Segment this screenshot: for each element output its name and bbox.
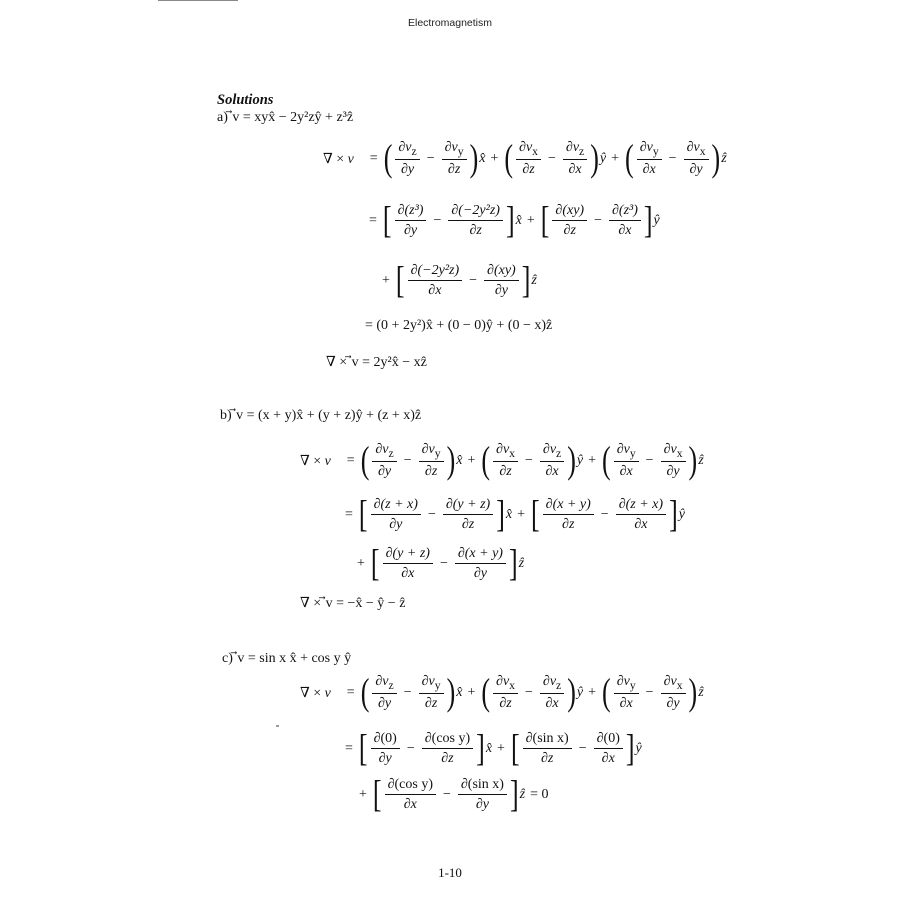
a-frac-5: $\frac{\text{∂(−2y²z)}}{\partial x}$ xyxy=(408,263,463,299)
a-frac-6: $\frac{\partial(xy)}{\partial y}$ xyxy=(484,263,519,299)
b-frac-6: $\frac{\partial(x + y)}{\partial y}$ xyxy=(455,546,506,582)
b-frac-5: $\frac{\partial(y + z)}{\partial x}$ xyxy=(383,546,433,582)
b-frac-2: $\frac{\partial(y + z)}{\partial z}$ xyxy=(443,497,493,533)
b-curl-definition: ∇ × v⃗ = ( $\frac{\partial v_z}{\partial y}$ − $\frac{\partial v_y}{\partial z}$ ) x̂ + ( $\frac{\partial v_x}{\partial z}$ − $\frac{\partial v_z}{\partial x}$ ) ŷ + ( $\frac{\partial v_y}{\partial x}$ − $\frac{\partial v_x}{\partial y}$ ) ẑ xyxy=(300,439,704,482)
c-frac-1: $\frac{\partial(0)}{\partial y}$ xyxy=(371,731,400,767)
header-rule xyxy=(158,0,238,1)
dvy-dx: $\frac{\partial v_y}{\partial x}$ xyxy=(637,140,662,178)
c-frac-2: $\frac{\text{∂(cos y)}}{\partial z}$ xyxy=(422,731,473,767)
b-frac-4: $\frac{\partial(z + x)}{\partial x}$ xyxy=(616,497,666,533)
b-substitution-2: + [ $\frac{\partial(y + z)}{\partial x}$ − $\frac{\partial(x + y)}{\partial y}$ ] ẑ xyxy=(357,542,525,585)
section-title: Solutions xyxy=(217,92,274,108)
problem-b-label: b) xyxy=(220,408,232,423)
b-frac-1: $\frac{\partial(z + x)}{\partial y}$ xyxy=(371,497,421,533)
a-substitution-1: = [ $\frac{\text{∂(z³)}}{\partial y}$ − $\frac{\text{∂(−2y²z)}}{\partial z}$ ] x̂ + [ $\frac{\partial(xy)}{\partial z}$ − $\frac{\text{∂(z³)}}{\partial x}$ ] ŷ xyxy=(369,199,660,242)
c-substitution-1: = [ $\frac{\partial(0)}{\partial y}$ − $\frac{\text{∂(cos y)}}{\partial z}$ ] x̂ + [ $\frac{\text{∂(sin x)}}{\partial z}$ − $\frac{\partial(0)}{\partial x}$ ] ŷ xyxy=(345,727,642,770)
problem-b-vector: ⃗v = (x + y)x̂ + (y + z)ŷ + (z + x)ẑ xyxy=(236,408,422,423)
dvz-dy: $\frac{\partial v_z}{\partial y}$ xyxy=(395,140,419,178)
nabla-cross-v: ∇ × v⃗ xyxy=(323,151,365,167)
a-frac-1: $\frac{\text{∂(z³)}}{\partial y}$ xyxy=(395,203,427,239)
c-frac-5: $\frac{\text{∂(cos y)}}{\partial x}$ xyxy=(385,777,436,813)
dvz-dx: $\frac{\partial v_z}{\partial x}$ xyxy=(563,140,587,178)
b-result: ∇ × ⃗v = −x̂ − ŷ − ẑ xyxy=(300,596,406,611)
a-frac-4: $\frac{\text{∂(z³)}}{\partial x}$ xyxy=(609,203,641,239)
b-frac-3: $\frac{\partial(x + y)}{\partial z}$ xyxy=(543,497,594,533)
a-result: ∇ × ⃗v = 2y²x̂ − xẑ xyxy=(326,355,427,370)
scan-speck xyxy=(276,725,279,727)
dvx-dz: $\frac{\partial v_x}{\partial z}$ xyxy=(516,140,541,178)
problem-a-vector: ⃗v = xyx̂ − 2y²zŷ + z³ẑ xyxy=(232,110,354,125)
c-result: = 0 xyxy=(530,787,549,802)
problem-c-label: c) xyxy=(222,651,233,666)
a-substitution-2: + [ $\frac{\text{∂(−2y²z)}}{\partial x}$ − $\frac{\partial(xy)}{\partial y}$ ] ẑ xyxy=(382,259,537,302)
problem-c-vector: ⃗v = sin x x̂ + cos y ŷ xyxy=(237,651,352,666)
page-number: 1-10 xyxy=(438,865,462,880)
dvx-dy: $\frac{\partial v_x}{\partial y}$ xyxy=(684,140,709,178)
dvy-dz: $\frac{\partial v_y}{\partial z}$ xyxy=(442,140,467,178)
a-frac-3: $\frac{\partial(xy)}{\partial z}$ xyxy=(552,203,587,239)
c-curl-definition: ∇ × v⃗ = ( $\frac{\partial v_z}{\partial y}$ − $\frac{\partial v_y}{\partial z}$ ) x̂ + ( $\frac{\partial v_x}{\partial z}$ − $\frac{\partial v_z}{\partial x}$ ) ŷ + ( $\frac{\partial v_y}{\partial x}$ − $\frac{\partial v_x}{\partial y}$ ) ẑ xyxy=(300,671,704,714)
a-evaluation: = (0 + 2y²)x̂ + (0 − 0)ŷ + (0 − x)ẑ xyxy=(365,318,553,333)
c-frac-4: $\frac{\partial(0)}{\partial x}$ xyxy=(594,731,623,767)
b-substitution-1: = [ $\frac{\partial(z + x)}{\partial y}$ − $\frac{\partial(y + z)}{\partial z}$ ] x̂ + [ $\frac{\partial(x + y)}{\partial z}$ − $\frac{\partial(z + x)}{\partial x}$ ] ŷ xyxy=(345,493,685,536)
a-curl-definition: ∇ × v⃗ = ( $\frac{\partial v_z}{\partial y}$ − $\frac{\partial v_y}{\partial z}$ ) x̂ + ( $\frac{\partial v_x}{\partial z}$ − $\frac{\partial v_z}{\partial x}$ ) ŷ + ( $\frac{\partial v_y}{\partial x}$ − $\frac{\partial v_x}{\partial y}$ ) ẑ xyxy=(323,137,727,180)
problem-a-statement xyxy=(217,109,353,126)
problem-b-statement xyxy=(220,407,421,424)
c-frac-3: $\frac{\text{∂(sin x)}}{\partial z}$ xyxy=(523,731,572,767)
c-substitution-2: + [ $\frac{\text{∂(cos y)}}{\partial x}$ − $\frac{\text{∂(sin x)}}{\partial y}$ ] ẑ = 0 xyxy=(359,773,549,816)
problem-a-label: a) xyxy=(217,110,228,125)
c-frac-6: $\frac{\text{∂(sin x)}}{\partial y}$ xyxy=(458,777,507,813)
a-frac-2: $\frac{\text{∂(−2y²z)}}{\partial z}$ xyxy=(448,203,503,239)
running-header: Electromagnetism xyxy=(407,17,493,29)
